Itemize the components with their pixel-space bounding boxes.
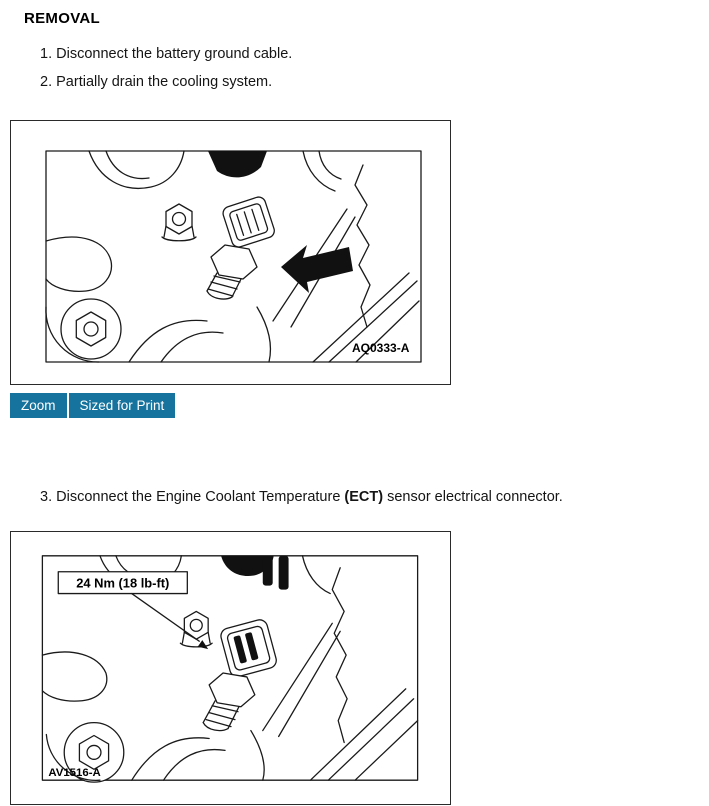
step-1 bbox=[40, 46, 292, 62]
step-3-bold-ect: (ECT) bbox=[344, 489, 384, 505]
background-panel-lines bbox=[263, 623, 418, 780]
figure-1-illustration bbox=[11, 121, 450, 384]
step-2-number: 2. bbox=[40, 74, 53, 90]
engine-hoses bbox=[89, 151, 341, 191]
lower-boss-and-bolt bbox=[46, 299, 121, 362]
lower-connecting-lines bbox=[129, 307, 271, 362]
hex-bolt bbox=[162, 204, 196, 241]
step-3-text-before: Disconnect the Engine Coolant Temperature bbox=[56, 489, 345, 505]
background-panel-lines bbox=[273, 209, 419, 362]
hex-bolt bbox=[180, 611, 212, 646]
break-line bbox=[355, 165, 370, 327]
figure-ect-sensor-torque bbox=[10, 531, 451, 805]
zoom-button[interactable]: Zoom bbox=[10, 393, 67, 418]
page-title: REMOVAL bbox=[24, 10, 100, 27]
step-3 bbox=[40, 489, 563, 505]
step-3-text-after: sensor electrical connector. bbox=[383, 489, 563, 505]
torque-callout-label: 24 Nm (18 lb-ft) bbox=[76, 575, 170, 591]
step-2 bbox=[40, 74, 272, 90]
sized-for-print-button[interactable]: Sized for Print bbox=[69, 393, 176, 418]
step-1-number: 1. bbox=[40, 46, 53, 62]
figure-ect-sensor-location bbox=[10, 120, 451, 385]
figure-toolbar bbox=[10, 393, 175, 418]
figure-1-reference-label: AQ0333-A bbox=[352, 341, 410, 355]
torque-callout bbox=[58, 572, 208, 649]
ect-sensor bbox=[207, 195, 276, 299]
break-line bbox=[332, 568, 347, 743]
left-bracket bbox=[46, 237, 111, 291]
lower-connecting-lines bbox=[132, 731, 265, 781]
left-bracket bbox=[42, 652, 106, 701]
figure-2-illustration bbox=[11, 532, 450, 804]
step-2-text: Partially drain the cooling system. bbox=[56, 74, 273, 90]
ect-sensor bbox=[203, 618, 278, 730]
pointer-arrow-icon bbox=[281, 245, 353, 293]
step-1-text: Disconnect the battery ground cable. bbox=[56, 46, 293, 62]
step-3-number: 3. bbox=[40, 489, 53, 505]
figure-2-reference-label: AV1516-A bbox=[48, 767, 101, 780]
